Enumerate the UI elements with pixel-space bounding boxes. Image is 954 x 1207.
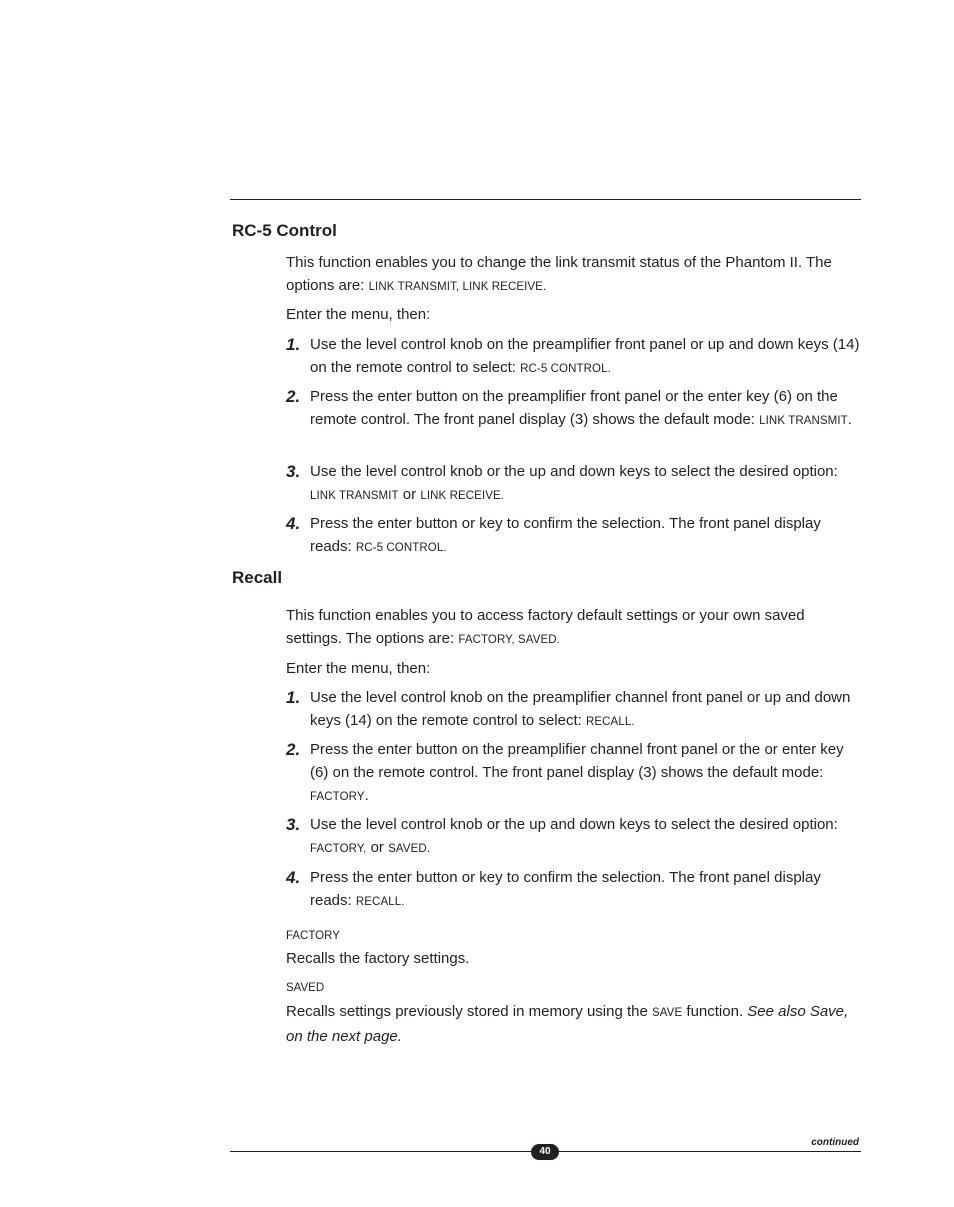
saved-description: Recalls settings previously stored in memory using the SAVE function. See also Save, on the next page.	[286, 1003, 849, 1045]
factory-term: FACTORY	[286, 930, 340, 942]
rc5-enter-menu: Enter the menu, then:	[286, 306, 431, 323]
continued-label: continued	[811, 1137, 859, 1148]
recall-enter-menu: Enter the menu, then:	[286, 660, 431, 677]
recall-heading: Recall	[232, 568, 283, 587]
recall-intro: This function enables you to access factory default settings or your own saved settings. The options are: FACTORY, SAVED.	[286, 607, 805, 647]
page-number: 40	[531, 1144, 559, 1160]
rc5-intro: This function enables you to change the link transmit status of the Phantom II. The options are: LINK TRANSMIT, LINK RECEIVE.	[286, 254, 832, 294]
factory-description: Recalls the factory settings.	[286, 950, 470, 967]
rc5-heading: RC-5 Control	[232, 221, 337, 240]
top-rule	[230, 199, 861, 200]
saved-term: SAVED	[286, 982, 325, 994]
